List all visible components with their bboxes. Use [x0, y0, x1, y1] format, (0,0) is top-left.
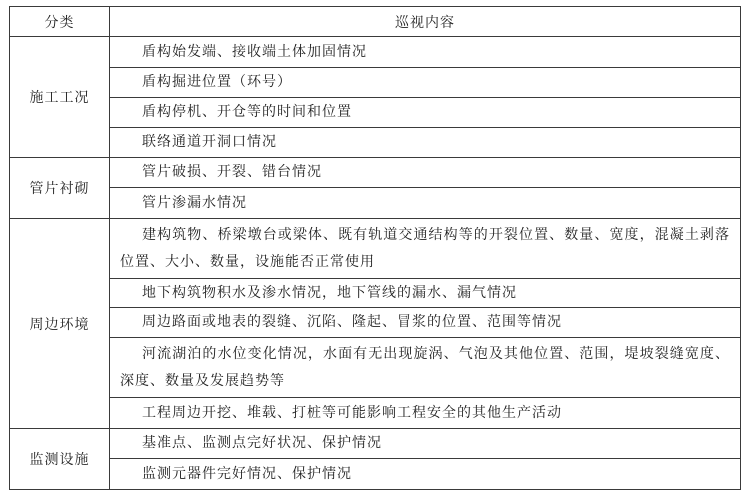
content-text: 监测元器件完好情况、保护情况 [142, 465, 352, 482]
category-cell: 施工工况 [10, 37, 110, 158]
content-text: 河流湖泊的水位变化情况，水面有无出现旋涡、气泡及其他位置、范围，堤坡裂缝宽度、深度、数量及发展趋势等 [120, 346, 730, 389]
content-cell [110, 338, 741, 398]
table-header-row [10, 7, 741, 37]
content-text: 联络通道开洞口情况 [142, 134, 277, 150]
category-cell: 管片衬砌 [10, 158, 110, 219]
content-text: 盾构始发端、接收端土体加固情况 [142, 43, 367, 60]
table-row [10, 158, 741, 188]
table-row [10, 98, 741, 128]
table-row [10, 338, 741, 398]
table-row [10, 68, 741, 98]
content-text: 管片渗漏水情况 [142, 194, 247, 211]
content-cell [110, 429, 741, 459]
content-cell [110, 37, 741, 68]
header-content: 巡视内容 [110, 7, 741, 37]
content-cell [110, 398, 741, 429]
table-row [10, 128, 741, 158]
table-row [10, 459, 741, 490]
content-cell [110, 158, 741, 188]
content-cell [110, 188, 741, 219]
content-text: 周边路面或地表的裂缝、沉陷、隆起、冒浆的位置、范围等情况 [142, 314, 562, 330]
content-cell [110, 308, 741, 338]
table-row [10, 279, 741, 308]
content-cell [110, 279, 741, 308]
content-text: 基准点、监测点完好状况、保护情况 [142, 435, 382, 451]
table-row [10, 219, 741, 279]
table-row [10, 308, 741, 338]
content-text: 工程周边开挖、堆载、打桩等可能影响工程安全的其他生产活动 [142, 404, 562, 421]
content-cell [110, 219, 741, 279]
table-row [10, 429, 741, 459]
content-text: 盾构掘进位置（环号） [142, 74, 292, 90]
content-text: 管片破损、开裂、错台情况 [142, 164, 322, 180]
category-cell: 周边环境 [10, 219, 110, 429]
content-cell [110, 68, 741, 98]
content-cell [110, 459, 741, 490]
content-text: 盾构停机、开仓等的时间和位置 [142, 104, 352, 120]
table-row [10, 37, 741, 68]
inspection-table [9, 6, 741, 490]
table-row [10, 188, 741, 219]
category-cell: 监测设施 [10, 429, 110, 490]
content-text: 建构筑物、桥梁墩台或梁体、既有轨道交通结构等的开裂位置、数量、宽度，混凝土剥落位置、大小、数量，设施能否正常使用 [120, 227, 730, 270]
content-cell [110, 128, 741, 158]
header-category: 分类 [10, 7, 110, 37]
content-text: 地下构筑物积水及渗水情况，地下管线的漏水、漏气情况 [142, 284, 517, 301]
table-row [10, 398, 741, 429]
content-cell [110, 98, 741, 128]
